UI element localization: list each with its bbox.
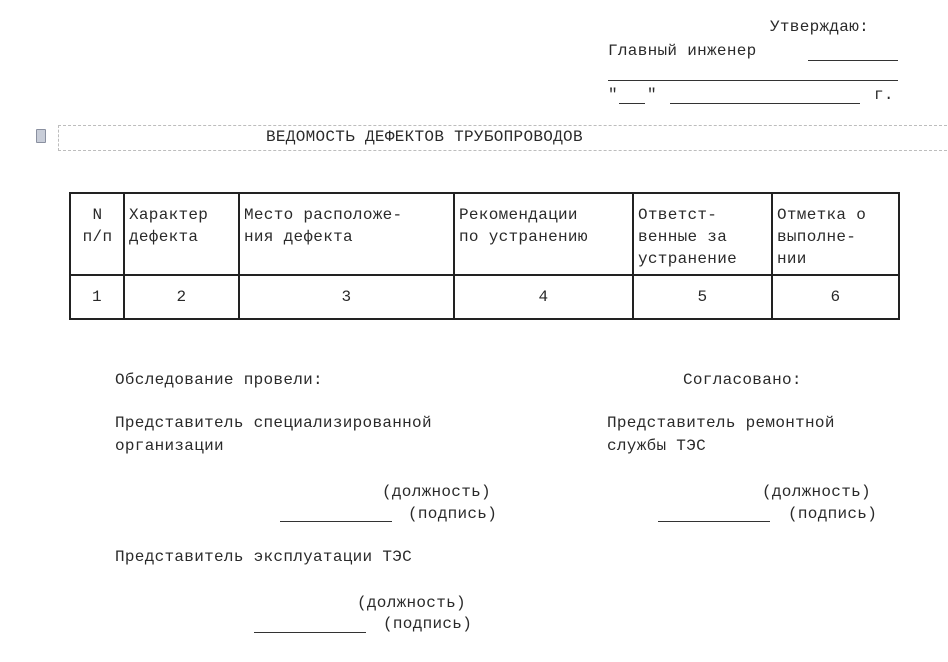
chief-engineer-label: Главный инженер (608, 42, 757, 60)
document-title: ВЕДОМОСТЬ ДЕФЕКТОВ ТРУБОПРОВОДОВ (266, 128, 583, 146)
repair-service-rep-line2: службы ТЭС (607, 437, 707, 455)
approve-label: Утверждаю: (770, 18, 870, 36)
signature-label: (подпись) (408, 505, 498, 523)
header-cell-completion-mark (772, 193, 899, 275)
signature-label: (подпись) (383, 615, 473, 633)
signature-line (280, 521, 392, 522)
date-month-line (670, 103, 860, 104)
header-text: ния дефекта (244, 228, 353, 246)
specialized-org-rep-line1: Представитель специализированной (115, 414, 432, 432)
bookmark-marker-icon (36, 129, 46, 143)
column-number-cell: 1 (70, 275, 124, 319)
date-quote-close: " (647, 86, 657, 104)
date-day-line (619, 103, 645, 104)
header-text: п/п (82, 228, 113, 246)
column-number-cell: 2 (124, 275, 239, 319)
header-text: венные за (638, 228, 728, 246)
header-cell-number (70, 193, 124, 275)
column-number-cell: 6 (772, 275, 899, 319)
header-text: устранение (638, 250, 738, 268)
header-cell-defect-location (239, 193, 454, 275)
chief-engineer-signature-line (808, 60, 898, 61)
header-text: Ответст- (638, 206, 718, 224)
column-number-cell: 4 (454, 275, 633, 319)
repair-service-rep-line1: Представитель ремонтной (607, 414, 835, 432)
table-header-row (70, 193, 899, 275)
header-text: дефекта (129, 228, 199, 246)
header-text: Характер (129, 206, 209, 224)
defects-table (69, 192, 900, 320)
header-text: Место расположе- (244, 206, 403, 224)
signature-line (254, 632, 366, 633)
specialized-org-rep-line2: организации (115, 437, 224, 455)
inspection-heading: Обследование провели: (115, 371, 323, 389)
agreed-heading: Согласовано: (683, 371, 802, 389)
position-label: (должность) (357, 594, 466, 612)
chief-engineer-name-line (608, 80, 898, 81)
header-cell-defect-type (124, 193, 239, 275)
header-cell-responsible (633, 193, 772, 275)
header-text: Отметка о (777, 206, 867, 224)
date-quote-open: " (608, 86, 618, 104)
column-number-cell: 5 (633, 275, 772, 319)
signature-label: (подпись) (788, 505, 878, 523)
header-text: по устранению (459, 228, 588, 246)
column-number-cell: 3 (239, 275, 454, 319)
signature-line (658, 521, 770, 522)
year-suffix: г. (874, 86, 894, 104)
operations-rep-label: Представитель эксплуатации ТЭС (115, 548, 413, 566)
header-text: Рекомендации (459, 206, 578, 224)
position-label: (должность) (762, 483, 871, 501)
header-text: выполне- (777, 228, 857, 246)
header-text: нии (777, 250, 807, 268)
position-label: (должность) (382, 483, 491, 501)
table-number-row (70, 275, 899, 319)
header-cell-recommendations (454, 193, 633, 275)
header-text: N (92, 206, 103, 224)
